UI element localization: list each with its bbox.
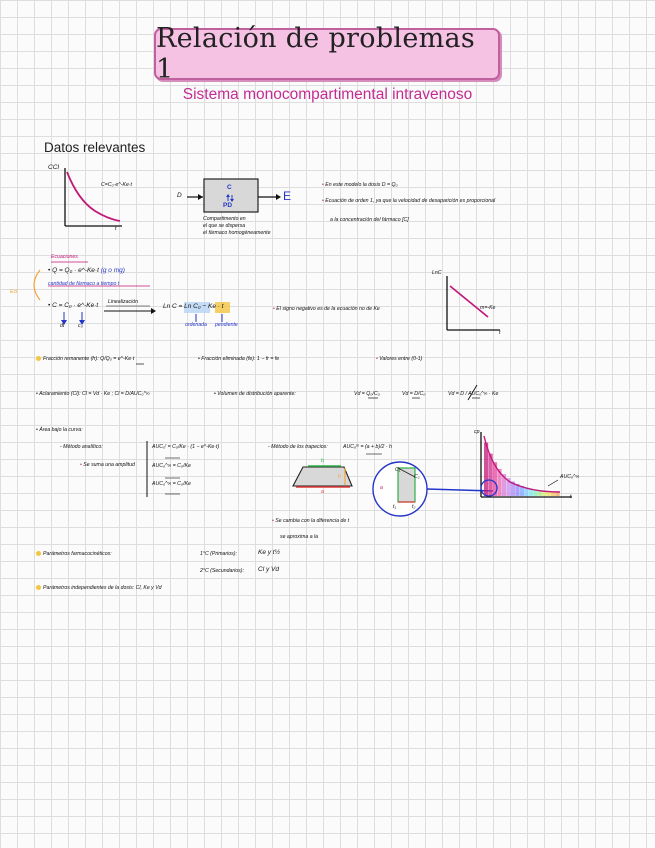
params-secondary-a: 2°C (Secundarios): <box>200 568 244 574</box>
linear-line <box>450 286 488 317</box>
note-order-cont: a la concentración del fármaco [C] <box>330 217 409 223</box>
model-inner-bottom: PD <box>223 202 233 209</box>
zoom-c1: C₁ <box>395 467 401 473</box>
analytic-note: • Se suma una amplitud <box>80 462 135 468</box>
ecl-mark: Ecl <box>10 289 18 295</box>
trap-a: a <box>321 489 324 495</box>
note-dose: • En este modelo la dosis D = Q₀ <box>322 182 398 188</box>
auc-graph-ylabel: cp <box>474 429 480 435</box>
vd-eq3: Vd = D / AUC₀^∞ · Ke <box>448 391 499 397</box>
zoom-circle <box>373 462 493 516</box>
eq-q-caption: cantidad de fármaco a tiempo t <box>48 281 120 287</box>
zoom-t1: t₁ <box>393 504 397 510</box>
graph1-ylabel: CCI <box>48 164 60 171</box>
fraction-eliminada: • Fracción eliminada (fe): 1 − fr = fe <box>198 356 280 362</box>
model-caption: Compartimento en el que se dispersa el fármaco homogéneamente <box>203 216 271 236</box>
vd-eq1: Vd = Q₀/C₀ <box>354 391 380 397</box>
auc-graph-label: AUC₀^∞ <box>560 474 580 480</box>
page-title: Relación de problemas 1 <box>156 23 476 85</box>
decay-curve <box>67 172 120 221</box>
analytic-formula-1: AUC₀ᵗ = C₀/Ke · (1 − e^-Ke·t) <box>152 444 220 450</box>
ecl-bracket <box>34 270 40 300</box>
page-subtitle: Sistema monocompartimental intravenoso <box>182 86 473 103</box>
eq-lnc: Ln C = Ln C₀ − Ke · t <box>163 303 224 310</box>
graph1-curve-label: C=C₀·e^-Ke·t <box>101 182 132 188</box>
section-title: Datos relevantes <box>44 140 146 155</box>
fraction-range: • Valores entre (0-1) <box>376 356 423 362</box>
analytic-label: - Método analítico: <box>60 444 103 450</box>
trap-note-2: se aproxima a la <box>280 534 319 540</box>
trap-b: b <box>321 458 324 464</box>
eq-c: • C = C₀ · e^-Ke·t <box>48 302 99 309</box>
graph1-xlabel: t <box>115 226 117 232</box>
arrow-b-label: c₀ <box>78 323 83 329</box>
arrow-a-label: dt <box>60 323 65 329</box>
model-out-label: E <box>283 189 292 203</box>
auc-heading: • Área bajo la curva: <box>36 427 83 433</box>
decay-graph <box>65 168 122 226</box>
zoom-a: a <box>380 485 383 491</box>
graph2-xlabel: t <box>499 330 501 336</box>
trap-formula: AUC₀ᵗⁿ = (a + b)/2 · h <box>343 444 392 450</box>
clearance: • Aclaramiento (Cl): Cl = Vd · Ke ; Cl = D/AUC₀^∞ <box>36 391 150 397</box>
trap-h: h <box>338 474 341 480</box>
vd-eq2: Vd = D/C₀ <box>402 391 426 397</box>
fraction-remanente: Fracción remanente (fr): Q/Q₀ = e^-Ke·t <box>36 356 134 362</box>
trapezoid-diagram <box>293 466 352 487</box>
auc-graph-xlabel: t <box>570 494 572 500</box>
model-diagram <box>187 179 281 212</box>
eq-q: • Q = Q₀ · e^-Ke·t (g o mg) <box>48 267 125 274</box>
sign-note: • El signo negativo es de la ecuación no de Ke <box>273 306 380 312</box>
eq-lnc-caption-b: pendiente <box>215 322 238 328</box>
model-in-label: D <box>177 192 182 199</box>
params-independent: Parámetros independientes de la dosis: Cl, Ke y Vd <box>36 585 162 591</box>
zoom-t2: t₂ <box>412 504 416 510</box>
graph2-ylabel: LnC <box>432 270 442 276</box>
trap-note-1: • Se cambia con la diferencia de t <box>272 518 350 524</box>
params-primary-val: Ke y t½ <box>258 549 281 556</box>
auc-graph <box>481 432 572 497</box>
params-secondary-val: Cl y Vd <box>258 566 279 573</box>
auc-bars <box>484 443 560 496</box>
volume-distribution: • Volumen de distribución aparente: <box>214 391 296 397</box>
params-primary: Parámetros farmacocinéticos: <box>36 551 112 557</box>
analytic-formula-2: AUC₀^∞ = C₀/Ke <box>152 463 191 469</box>
note-order: • Ecuación de orden 1, ya que la velocidad de desaparición es proporcional <box>322 198 496 204</box>
analytic-formula-3: AUC₀^∞ = C₀/Ke <box>152 481 191 487</box>
model-inner-top: C <box>227 184 232 191</box>
zoom-c2: C₂ <box>414 474 420 480</box>
ecuaciones-heading: Ecuaciones <box>51 254 78 260</box>
trap-label: - Método de los trapecios: <box>268 444 328 450</box>
eq-lnc-caption-a: ordenada <box>185 322 207 328</box>
linearization-label: Linealización <box>108 299 138 305</box>
params-primary-a: 1°C (Primarios): <box>200 551 237 557</box>
graph2-slope-label: m=-Ke <box>480 305 496 311</box>
linear-graph <box>447 276 500 330</box>
